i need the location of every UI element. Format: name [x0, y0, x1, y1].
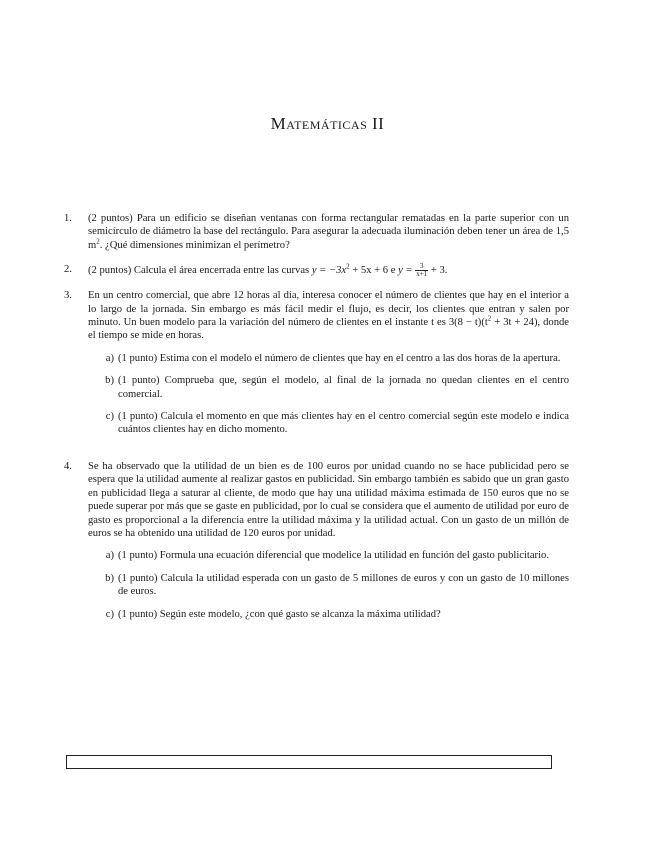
problem-2	[66, 263, 569, 278]
problem-3	[66, 289, 569, 437]
subproblem-3b: b) (1 punto) Comprueba que, según el modelo, al final de la jornada no quedan clientes en el centro comercial.	[105, 375, 569, 400]
problem-number: 3.	[64, 290, 72, 302]
subproblem-3a: a) (1 punto) Estima con el modelo el número de clientes que hay en el centro a las dos horas de la apertura.	[105, 352, 561, 364]
subproblem-3c: c) (1 punto) Calcula el momento en que más clientes hay en el centro comercial según este modelo e indica cuántos clientes hay en dicho momento.	[105, 411, 569, 436]
problem-text: (2 puntos) Para un edificio se diseñan ventanas con forma rectangular rematadas en la parte superior con un semicírculo de diámetro la base del rectángulo. Para asegurar la adecuada iluminación deben tener un área de 1,5 $m^2$. ¿Qué dimensiones minimizan el perímetro?	[88, 213, 569, 251]
problem-number: 4.	[64, 460, 72, 472]
answer-box	[66, 755, 552, 769]
page-title: Matemáticas II	[270, 114, 385, 133]
subproblem-4a: a) (1 punto) Formula una ecuación diferencial que modelice la utilidad en función del gasto publicitario.	[105, 550, 549, 562]
problem-text: Se ha observado que la utilidad de un bien es de 100 euros por unidad cuando no se hace publicidad pero se espera que la utilidad aumente al realizar gastos en publicidad. Sin embargo también es sabido que un gran gasto en publicidad llega a saturar al cliente, de modo que hay una utilidad máxima estimada de 150 euros que no se puede superar por más que se gaste en publicidad, por lo cual se considera que el aumento de utilidad por euro de gasto es proporcional a la diferencia entre la utilidad máxima y la utilidad actual. Con un gasto de un millón de euros se ha obtenido una utilidad de 120 euros por unidad.	[88, 460, 569, 539]
problem-4	[66, 460, 569, 621]
problem-1	[66, 212, 569, 252]
problem-text: (2 puntos) Calcula el área encerrada entre las curvas $y = -3x^2 + 5x + 6$ e y = $\frac{3}{x+1}$ + 3.	[88, 262, 448, 279]
subproblem-4b: b) (1 punto) Calcula la utilidad esperada con un gasto de 5 millones de euros y con un gasto de 10 millones de euros.	[105, 572, 569, 598]
problem-list	[66, 212, 569, 632]
problem-number: 2.	[64, 264, 72, 276]
problem-number: 1.	[64, 213, 72, 224]
subproblem-4c: c) (1 punto) Según este modelo, ¿con qué gasto se alcanza la máxima utilidad?	[105, 608, 441, 620]
fraction: $\frac{3}{x+1}$	[416, 262, 428, 279]
problem-text: En un centro comercial, que abre 12 horas al día, interesa conocer el número de clientes que hay en el interior a lo largo de la jornada. Sin embargo es más fácil medir el flujo, es decir, los clientes que entran y salen por minuto. Un buen modelo para la variación del número de clientes en el instante t es $3(8 - t)(t^2 + 3t + 24)$, donde el tiempo se mide en horas.	[88, 290, 569, 342]
